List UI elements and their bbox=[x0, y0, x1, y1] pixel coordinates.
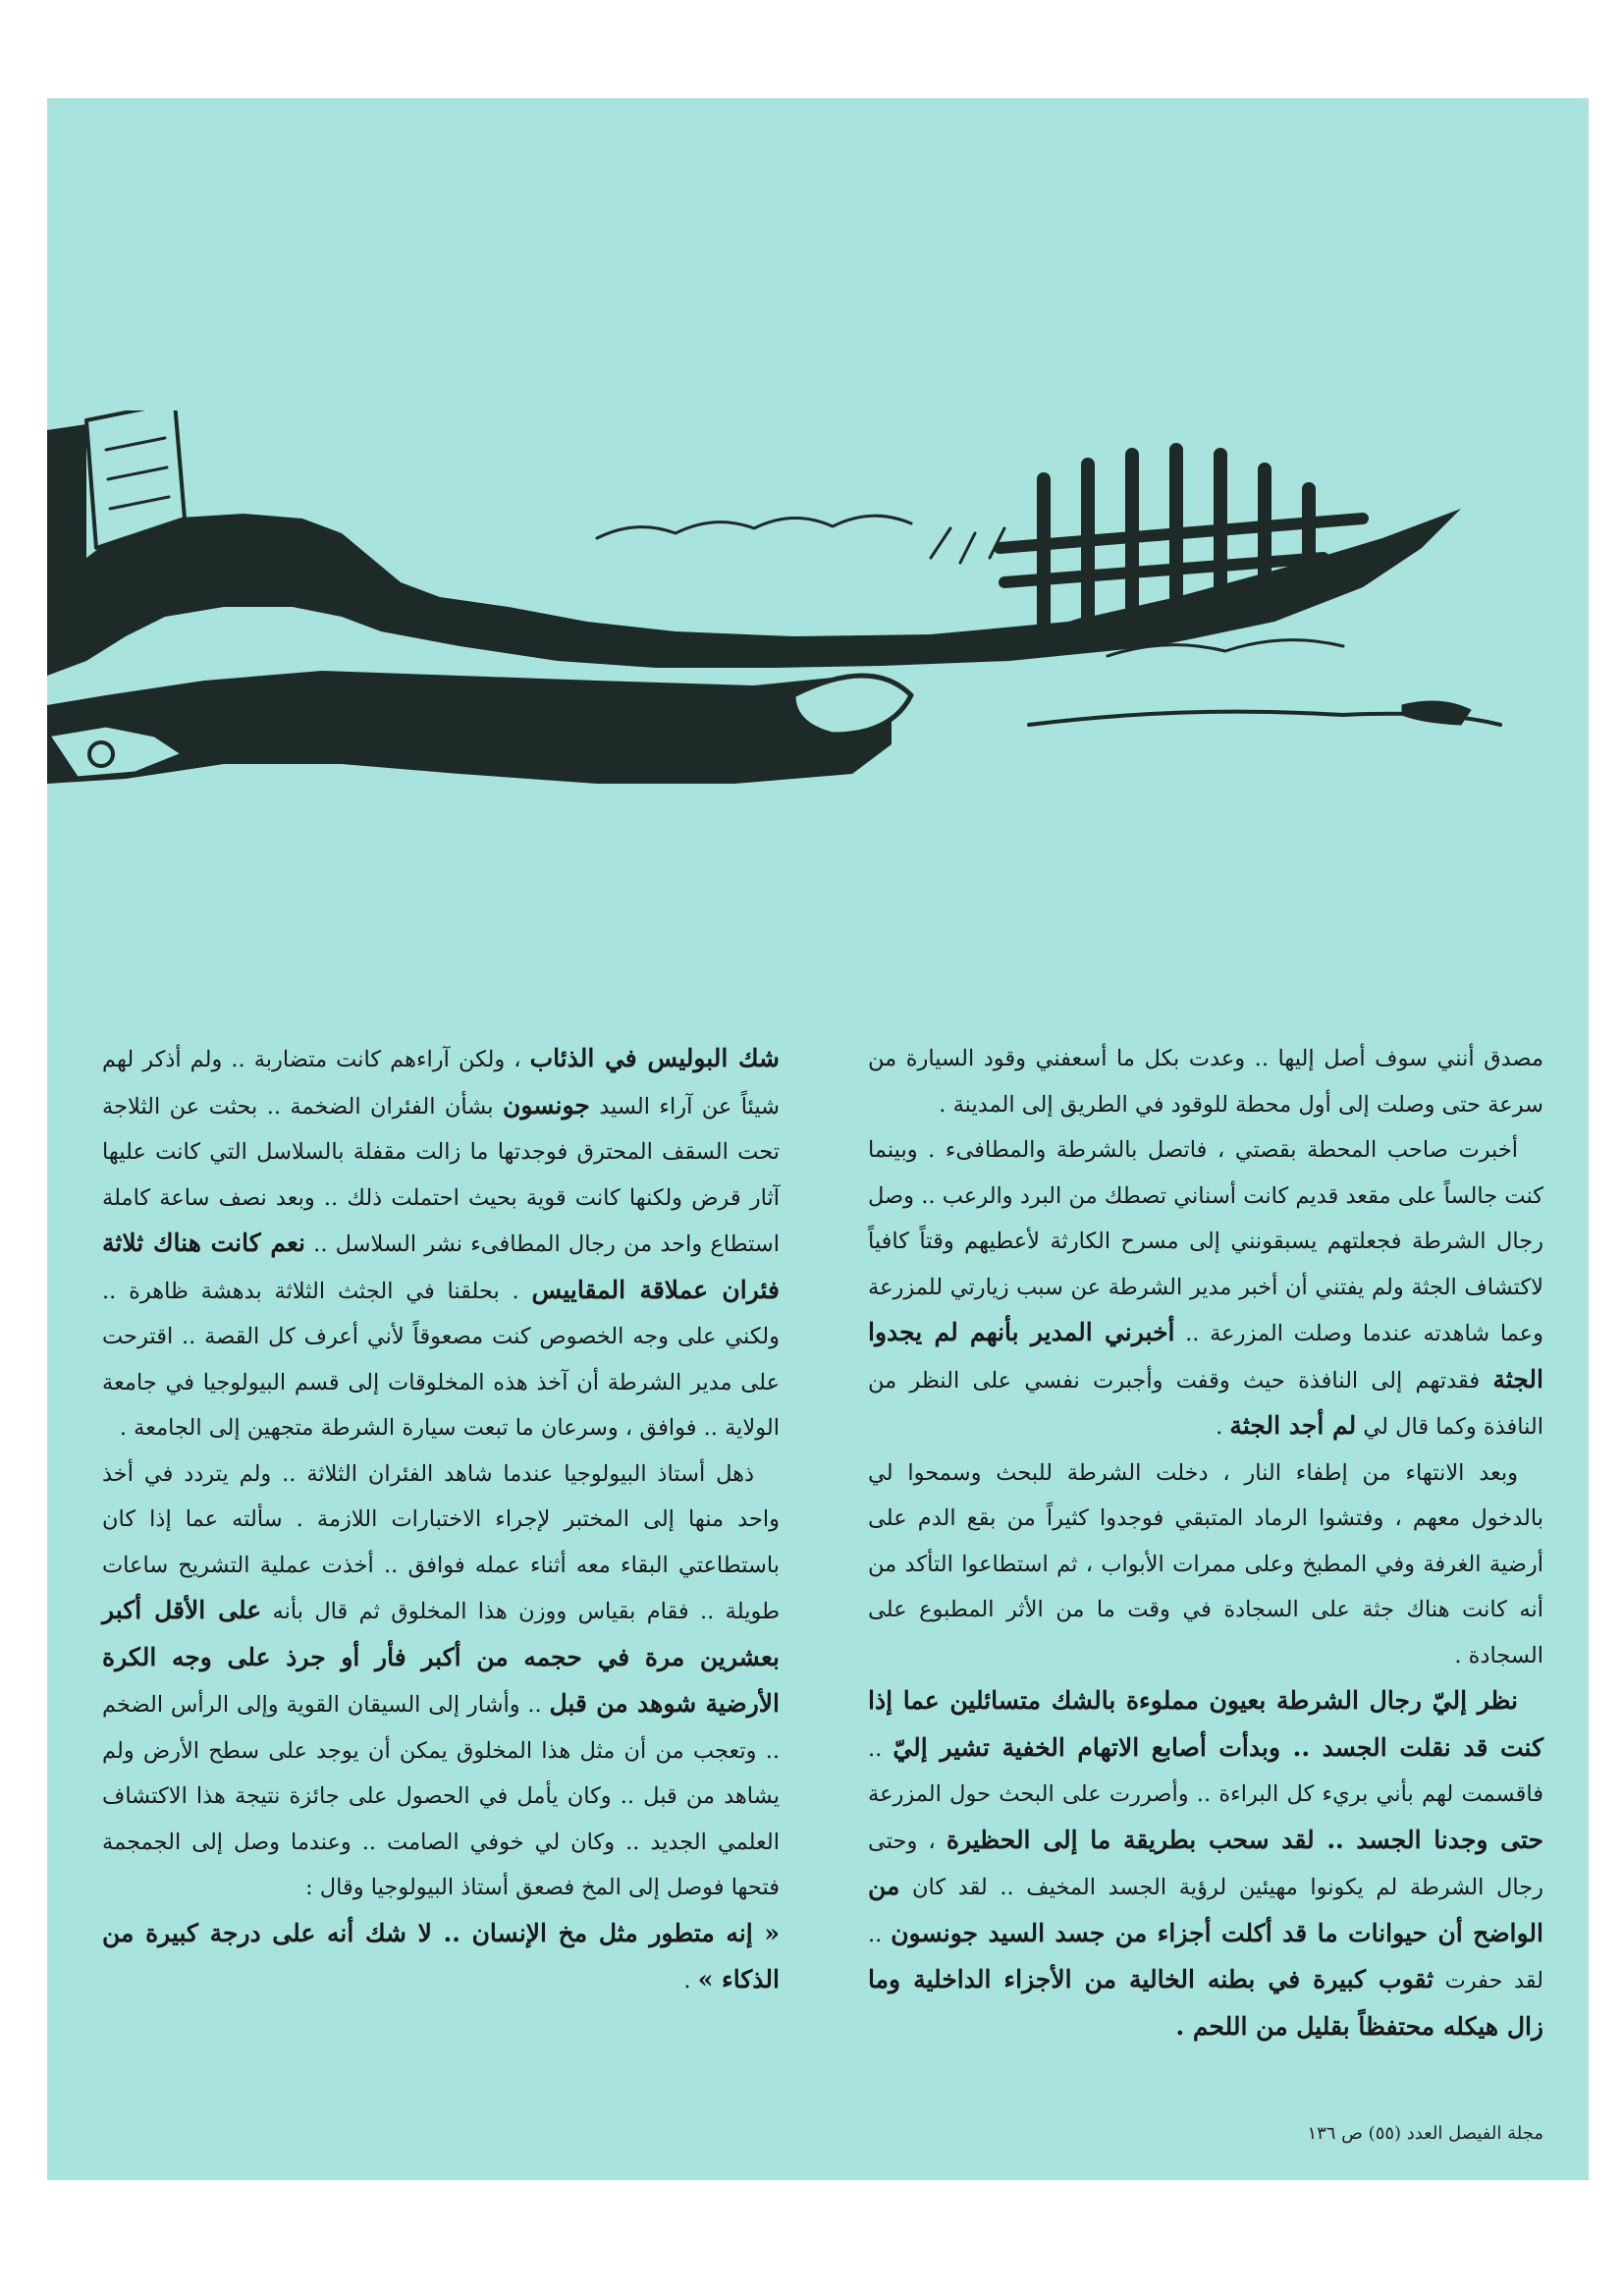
text-span: مصدق أنني سوف أصل إليها .. وعدت بكل ما أسعفني وقود السيارة من سرعة حتى وصلت إلى أول محطة للوقود في الطريق إلى المدينة . bbox=[868, 1046, 1543, 1118]
text-span: . bbox=[1216, 1414, 1230, 1440]
bold-text: « إنه متطور مثل مخ الإنسان .. لا شك أنه على درجة كبيرة من الذكاء » bbox=[102, 1918, 780, 1994]
bold-text: شك البوليس في الذئاب bbox=[529, 1044, 780, 1072]
bold-text: جونسون bbox=[502, 1090, 590, 1120]
rats-farm-illustration bbox=[47, 410, 1589, 980]
paragraph bbox=[868, 1036, 1543, 1127]
text-span: وبعد الانتهاء من إطفاء النار ، دخلت الشرطة للبحث وسمحوا لي بالدخول معهم ، وفتشوا الرماد المتبقي فوجدوا كثيراً من بقع الدم على أرضية الغرفة وفي المطبخ وعلى ممرات الأبواب ، ثم استطاعوا التأكد من أنه كانت هناك جثة على السجادة في وقت ما من الأثر المطبوع على السجادة . bbox=[868, 1459, 1543, 1668]
text-span: .. فاقسمت لهم بأني بريء كل البراءة .. وأصررت على البحث حول المزرعة bbox=[868, 1735, 1543, 1807]
bold-text: نعم كانت هناك ثلاثة فئران عملاقة المقاييس bbox=[102, 1229, 781, 1304]
bold-text: أخبرني المدير بأنهم لم يجدوا الجثة bbox=[868, 1318, 1543, 1394]
page-footer: مجلة الفيصل العدد (٥٥) ص ١٣٦ bbox=[1307, 2123, 1543, 2144]
text-span: . بحلقنا في الجثث الثلاثة بدهشة ظاهرة .. ولكني على وجه الخصوص كنت مصعوقاً لأني أعرف كل القصة .. اقترحت على مدير الشرطة أن آخذ هذه المخلوقات إلى قسم البيولوجيا في جامعة الولاية .. فوافق ، وسرعان ما تبعت سيارة الشرطة متجهين إلى الجامعة . bbox=[102, 1278, 780, 1441]
paragraph bbox=[868, 1450, 1543, 1679]
text-span: بشأن الفئران الضخمة .. بحثت عن الثلاجة تحت السقف المحترق فوجدتها ما زالت مقفلة بالسلاسل التي كانت عليها آثار قرض ولكنها كانت قوية بحيث احتملت ذلك .. وبعد نصف ساعة كاملة استطاع واحد من رجال المطافىء نشر السلاسل .. bbox=[102, 1093, 781, 1257]
text-span: .. وأشار إلى السيقان القوية وإلى الرأس الضخم .. وتعجب من أن مثل هذا المخلوق يمكن أن يوجد على سطح الأرض ولم يشاهد من قبل .. وكان يأمل في الحصول على جائزة نتيجة هذا الاكتشاف العلمي الجديد .. وكان لي خوفي الصامت .. وعندما وصل إلى الجمجمة فتحها فوصل إلى المخ فصعق أستاذ البيولوجيا وقال : bbox=[102, 1692, 780, 1900]
paragraph bbox=[102, 1911, 780, 2004]
bold-text: حتى وجدنا الجسد .. لقد سحب بطريقة ما إلى الحظيرة bbox=[946, 1825, 1543, 1854]
paragraph bbox=[102, 1036, 780, 1451]
text-span: فقدتهم إلى النافذة حيث وقفت وأجبرت نفسي على النظر من النافذة وكما قال لي bbox=[868, 1367, 1543, 1440]
paragraph bbox=[868, 1678, 1543, 2050]
bold-text: نظر إليّ رجال الشرطة بعيون مملوءة بالشك متسائلين عما إذا كنت قد نقلت الجسد .. وبدأت أصابع الاتهام الخفية تشير إليّ bbox=[868, 1686, 1543, 1762]
bold-text: من الواضح أن حيوانات ما قد أكلت أجزاء من جسد السيد جونسون bbox=[868, 1872, 1543, 1947]
magazine-page bbox=[47, 98, 1589, 2180]
bold-text: لم أجد الجثة bbox=[1229, 1411, 1357, 1440]
text-span: ، وحتى رجال الشرطة لم يكونوا مهيئين لرؤية الجسد المخيف .. لقد كان bbox=[868, 1828, 1544, 1900]
paragraph bbox=[102, 1451, 780, 1911]
text-span: أخبرت صاحب المحطة بقصتي ، فاتصل بالشرطة والمطافىء . وبينما كنت جالساً على مقعد قديم كانت أسناني تصطك من البرد والرعب .. وصل رجال الشرطة فجعلتهم يسبقونني إلى مسرح الكارثة لأعطيهم وقتاً كافياً لاكتشاف الجثة ولم يفتني أن أخبر مدير الشرطة عن سبب زيارتي للمزرعة وعما شاهدته عندما وصلت المزرعة .. bbox=[868, 1137, 1543, 1346]
text-column-left bbox=[102, 1036, 780, 2004]
text-span: ذهل أستاذ البيولوجيا عندما شاهد الفئران الثلاثة .. ولم يتردد في أخذ واحد منها إلى المختبر لإجراء الاختبارات اللازمة . سألته عما إذا كان باستطاعتي البقاء معه أثناء عمله فوافق .. أخذت عملية التشريح ساعات طويلة .. فقام بقياس ووزن هذا المخلوق ثم قال بأنه bbox=[102, 1460, 780, 1624]
bold-text: على الأقل أكبر بعشرين مرة في حجمه من أكبر فأر أو جرذ على وجه الكرة الأرضية شوهد من قبل bbox=[102, 1596, 780, 1718]
text-column-right bbox=[868, 1036, 1543, 2050]
text-span: .. لقد حفرت bbox=[868, 1921, 1543, 1994]
paragraph bbox=[868, 1127, 1543, 1450]
bold-text: ثقوب كبيرة في بطنه الخالية من الأجزاء الداخلية وما زال هيكله محتفظاً بقليل من اللحم . bbox=[868, 1965, 1543, 2041]
text-span: . bbox=[683, 1968, 698, 1994]
text-span: ، ولكن آراءهم كانت متضاربة .. ولم أذكر لهم شيئاً عن آراء السيد bbox=[102, 1047, 780, 1120]
